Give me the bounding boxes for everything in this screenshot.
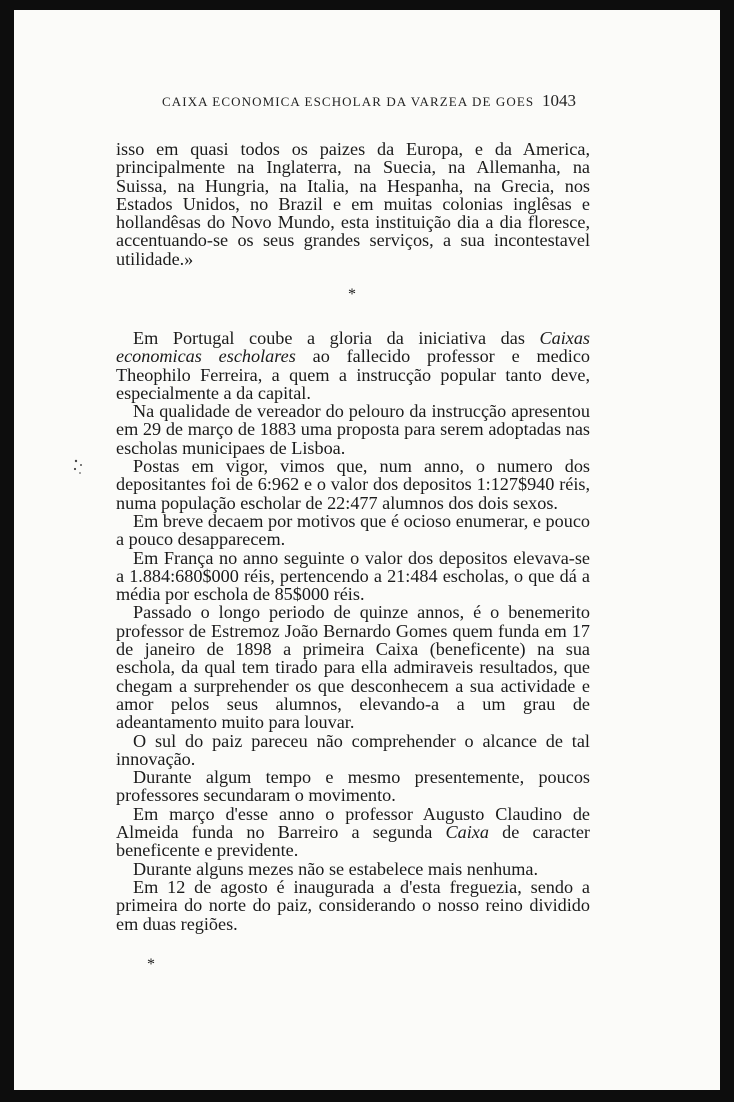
paragraph-1-after: ao fallecido professor e medico Theophilo Ferreira, a quem a instrucção popular tanto deve, especialmente a da capital. (116, 346, 590, 403)
running-title: CAIXA ECONOMICA ESCHOLAR DA VARZEA DE GOES (162, 94, 535, 109)
paragraph-9-after: de caracter beneficente e previdente. (116, 822, 590, 861)
paragraph-7: O sul do paiz pareceu não comprehender o alcance de tal innovação. (116, 730, 590, 769)
continuation-paragraph (116, 140, 590, 268)
section-separator-1: * (348, 286, 356, 303)
paragraph-9 (116, 805, 590, 860)
book-page (14, 10, 720, 1090)
page-number: 1043 (542, 91, 576, 110)
paragraph-1-italic: Caixas economicas escholares (116, 328, 590, 367)
paragraph-8: Durante algum tempo e mesmo presentemente, poucos professores secundaram o movimento. (116, 767, 590, 806)
main-text (116, 329, 590, 933)
paragraph-2: Na qualidade de vereador do pelouro da instrucção apresentou em 29 de março de 1883 uma proposta para serem adoptadas nas escholas municipaes de Lisboa. (116, 401, 590, 458)
continuation-text: isso em quasi todos os paizes da Europa, e da America, principalmente na Inglaterra, na Suecia, na Allemanha, na Suissa, na Hungria, na Italia, na Hespanha, na Grecia, nos Estados Unidos, no Brazil e em muitas colonias inglêsas e hollandêsas do Novo Mundo, esta instituição dia a dia floresce, accentuando-se os seus grandes serviços, a sua incontestavel utilidade.» (116, 139, 590, 269)
paragraph-1-before: Em Portugal coube a gloria da iniciativa das (133, 328, 540, 348)
paragraph-5: Em França no anno seguinte o valor dos depositos elevava-se a 1.884:680$000 réis, pertencendo a 21:484 escholas, o que dá a média por eschola de 85$000 réis. (116, 547, 590, 605)
paragraph-6: Passado o longo periodo de quinze annos, é o benemerito professor de Estremoz João Bernardo Gomes quem funda em 17 de janeiro de 1898 a primeira Caixa (beneficente) na sua eschola, da qual tem tirado para ella admiraveis resultados, que chegam a surprehender os que desconhecem a sua actividade e amor pelos seus alumnos, elevando-a a um grau de adeantamento muito para louvar. (116, 602, 590, 733)
paragraph-11: Em 12 de agosto é inaugurada a d'esta freguezia, sendo a primeira do norte do paiz, considerando o nosso reino dividido em duas regiões. (116, 876, 590, 934)
paragraph-1 (116, 329, 590, 402)
paragraph-9-italic: Caixa (445, 822, 489, 843)
paragraph-10: Durante alguns mezes não se estabelece mais nenhuma. (133, 858, 539, 879)
section-separator-2: * (147, 956, 155, 973)
paragraph-3: Postas em vigor, vimos que, num anno, o numero dos depositantes foi de 6:962 e o valor dos depositos 1:127$940 réis, numa população escholar de 22:477 alumnos dos dois sexos. (116, 456, 590, 513)
paragraph-9-before: Em março d'esse anno o professor Augusto Claudino de Almeida funda no Barreiro a segunda (116, 803, 590, 843)
ink-smudge-icon (70, 456, 88, 478)
paragraph-4: Em breve decaem por motivos que é ocioso enumerar, e pouco a pouco desapparecem. (116, 510, 590, 550)
